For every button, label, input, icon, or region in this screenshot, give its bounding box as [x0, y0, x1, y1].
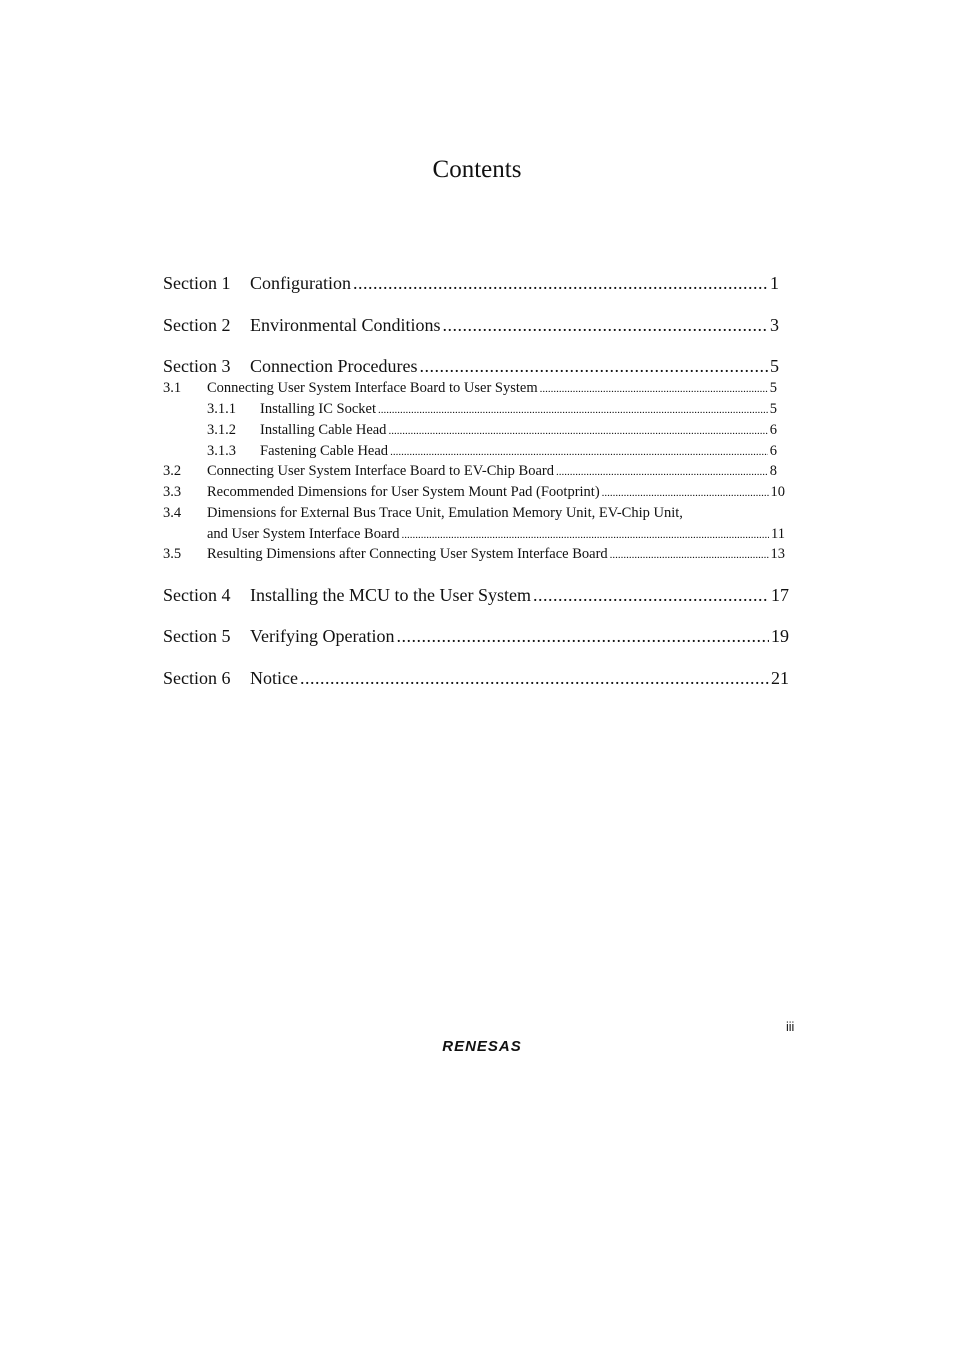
toc-page: 10	[770, 484, 785, 500]
toc-leader	[396, 625, 769, 647]
toc-leader	[401, 526, 769, 544]
renesas-logo	[432, 1037, 532, 1055]
toc-title: Installing the MCU to the User System	[250, 585, 531, 605]
toc-title: Verifying Operation	[250, 626, 395, 646]
toc-leader	[300, 667, 769, 689]
toc-entry-3-1-1[interactable]	[207, 400, 777, 419]
toc-title: Configuration	[250, 273, 351, 293]
toc-entry-3-1[interactable]	[163, 379, 777, 398]
logo-text: RENESAS	[442, 1038, 522, 1055]
toc-page: 11	[771, 526, 785, 542]
toc-leader	[388, 422, 767, 440]
toc-page: 5	[769, 380, 777, 396]
toc-page: 3	[770, 315, 779, 335]
toc-leader	[390, 443, 768, 461]
toc-entry-section-2[interactable]	[163, 314, 779, 336]
toc-leader	[378, 401, 768, 419]
toc-entry-section-6[interactable]	[163, 667, 789, 689]
toc-entry-section-3[interactable]	[163, 355, 779, 377]
toc-title: Connection Procedures	[250, 356, 418, 376]
toc-title: Installing Cable Head	[260, 422, 387, 438]
toc-number: 3.1	[163, 380, 182, 396]
toc-entry-3-4[interactable]	[163, 504, 777, 522]
toc-entry-section-1[interactable]	[163, 272, 779, 294]
toc-entry-3-1-3[interactable]	[207, 442, 777, 461]
toc-page: 6	[769, 443, 777, 459]
toc-title: Environmental Conditions	[250, 315, 441, 335]
toc-leader	[540, 380, 768, 398]
toc-leader	[353, 272, 768, 294]
toc-page: 6	[769, 422, 777, 438]
toc-entry-section-4[interactable]	[163, 584, 789, 606]
toc-title: Resulting Dimensions after Connecting User System Interface Board	[207, 546, 608, 562]
toc-number: Section 4	[163, 585, 231, 605]
toc-title: Connecting User System Interface Board to User System	[207, 380, 538, 396]
toc-leader	[443, 314, 769, 336]
toc-page: 5	[770, 356, 779, 376]
toc-entry-3-5[interactable]	[163, 545, 785, 564]
toc-number: Section 6	[163, 668, 231, 688]
toc-number: 3.4	[163, 505, 182, 521]
toc-leader	[533, 584, 769, 606]
toc-page: 8	[769, 463, 777, 479]
toc-title: Recommended Dimensions for User System Mount Pad (Footprint)	[207, 484, 600, 500]
toc-number: Section 3	[163, 356, 231, 376]
toc-title: Fastening Cable Head	[260, 443, 389, 459]
toc-page: 19	[771, 626, 789, 646]
toc-number: Section 1	[163, 273, 231, 293]
toc-title: Installing IC Socket	[260, 401, 376, 417]
toc-entry-3-3[interactable]	[163, 483, 785, 502]
page-title: Contents	[432, 156, 522, 183]
toc-entry-3-2[interactable]	[163, 462, 777, 481]
toc-title: Connecting User System Interface Board to EV-Chip Board	[207, 463, 554, 479]
toc-number: 3.2	[163, 463, 182, 479]
toc-number: Section 2	[163, 315, 231, 335]
toc-number: 3.3	[163, 484, 182, 500]
toc-entry-section-5[interactable]	[163, 625, 789, 647]
toc-page: 1	[770, 273, 779, 293]
toc-page: 17	[771, 585, 789, 605]
toc-title: Dimensions for External Bus Trace Unit, Emulation Memory Unit, EV-Chip Unit,	[207, 505, 683, 521]
toc-number: 3.1.2	[207, 422, 236, 438]
toc-entry-3-4-continued[interactable]	[207, 525, 785, 544]
toc-page: 21	[771, 668, 789, 688]
toc-page: 13	[770, 546, 785, 562]
toc-number: 3.5	[163, 546, 182, 562]
toc-number: 3.1.1	[207, 401, 236, 417]
toc-number: Section 5	[163, 626, 231, 646]
toc-title: Notice	[250, 668, 298, 688]
toc-title-continued: and User System Interface Board	[207, 526, 400, 542]
toc-page: 5	[769, 401, 777, 417]
toc-entry-3-1-2[interactable]	[207, 421, 777, 440]
toc-number: 3.1.3	[207, 443, 236, 459]
toc-leader	[419, 355, 768, 377]
toc-leader	[610, 546, 769, 564]
toc-leader	[556, 463, 768, 481]
toc-leader	[602, 484, 769, 502]
page-number: iii	[786, 1020, 795, 1034]
